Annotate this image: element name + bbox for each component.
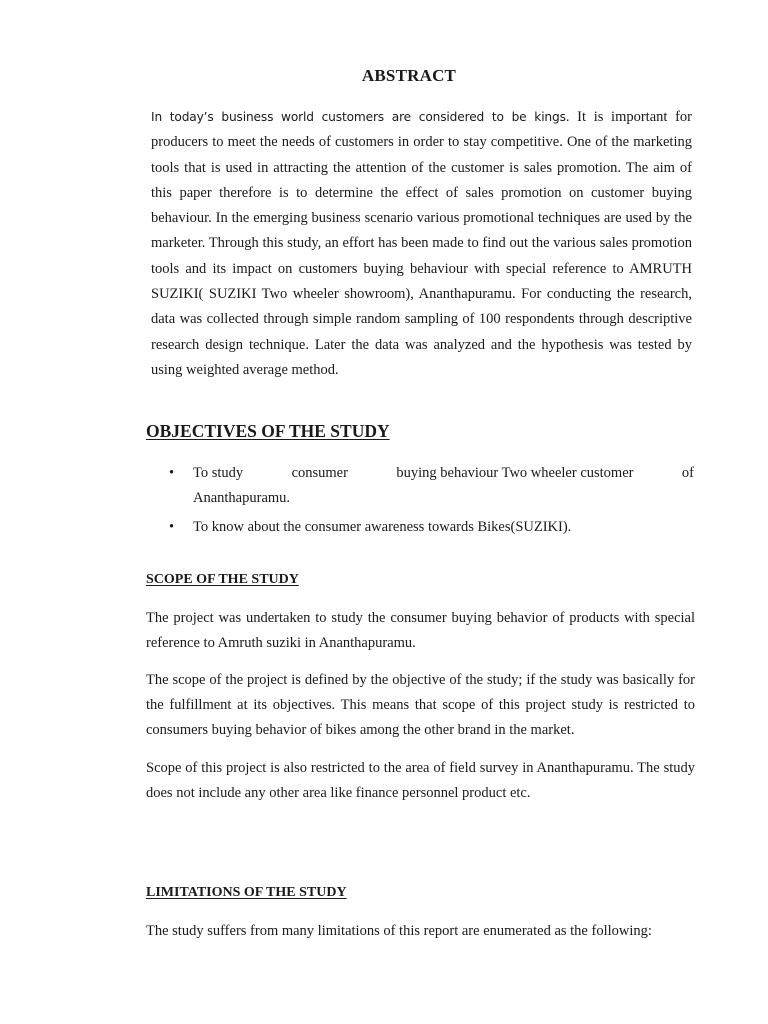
bullet-icon: • (169, 465, 175, 481)
objective-2-text: To know about the consumer awareness towards Bikes(SUZIKI). (193, 519, 572, 535)
scope-heading: SCOPE OF THE STUDY (146, 572, 299, 587)
objective-1-word: buying behaviour Two wheeler customer (396, 465, 634, 481)
objective-1-word: consumer (291, 465, 348, 481)
objective-1-continuation: Ananthapuramu. (193, 490, 291, 506)
objectives-heading: OBJECTIVES OF THE STUDY (146, 421, 390, 441)
list-item (146, 461, 694, 511)
abstract-title: ABSTRACT (361, 66, 457, 85)
scope-paragraph-2: The scope of the project is defined by the objective of the study; if the study was basically for the fulfillment at its objectives. This means that scope of this project study is restricted to consumers buying behavior of bikes among the other brand in the market. (146, 672, 695, 738)
objective-1-word: of (681, 465, 694, 481)
bullet-icon: • (169, 519, 175, 535)
scope-paragraph-3: Scope of this project is also restricted to the area of field survey in Ananthapuramu. The study does not include any other area like finance personnel product etc. (146, 760, 695, 801)
abstract-paragraph (151, 105, 692, 383)
objective-1-word: To study (193, 465, 244, 481)
limitations-heading: LIMITATIONS OF THE STUDY (146, 885, 347, 900)
abstract-body-text: It is important for producers to meet the needs of customers in order to stay competitive. One of the marketing tools that is used in attracting the attention of the customer is sales promotion. The aim of this paper therefore is to determine the effect of sales promotion on customer buying behaviour. In the emerging business scenario various promotional techniques are used by the marketer. Through this study, an effort has been made to find out the various sales promotion tools and its impact on customers buying behaviour with special reference to AMRUTH SUZIKI( SUZIKI Two wheeler showroom), Ananthapuramu. For conducting the research, data was collected through simple random sampling of 100 respondents through descriptive research design technique. Later the data was analyzed and the hypothesis was tested by using weighted average method. (151, 109, 692, 378)
objectives-list (146, 461, 694, 544)
scope-paragraph-1: The project was undertaken to study the consumer buying behavior of products with special reference to Amruth suziki in Ananthapuramu. (146, 610, 695, 651)
abstract-lead-sentence: In today’s business world customers are considered to be kings. (151, 110, 570, 124)
limitations-paragraph-1: The study suffers from many limitations of this report are enumerated as the following: (146, 923, 652, 939)
list-item (146, 515, 694, 540)
